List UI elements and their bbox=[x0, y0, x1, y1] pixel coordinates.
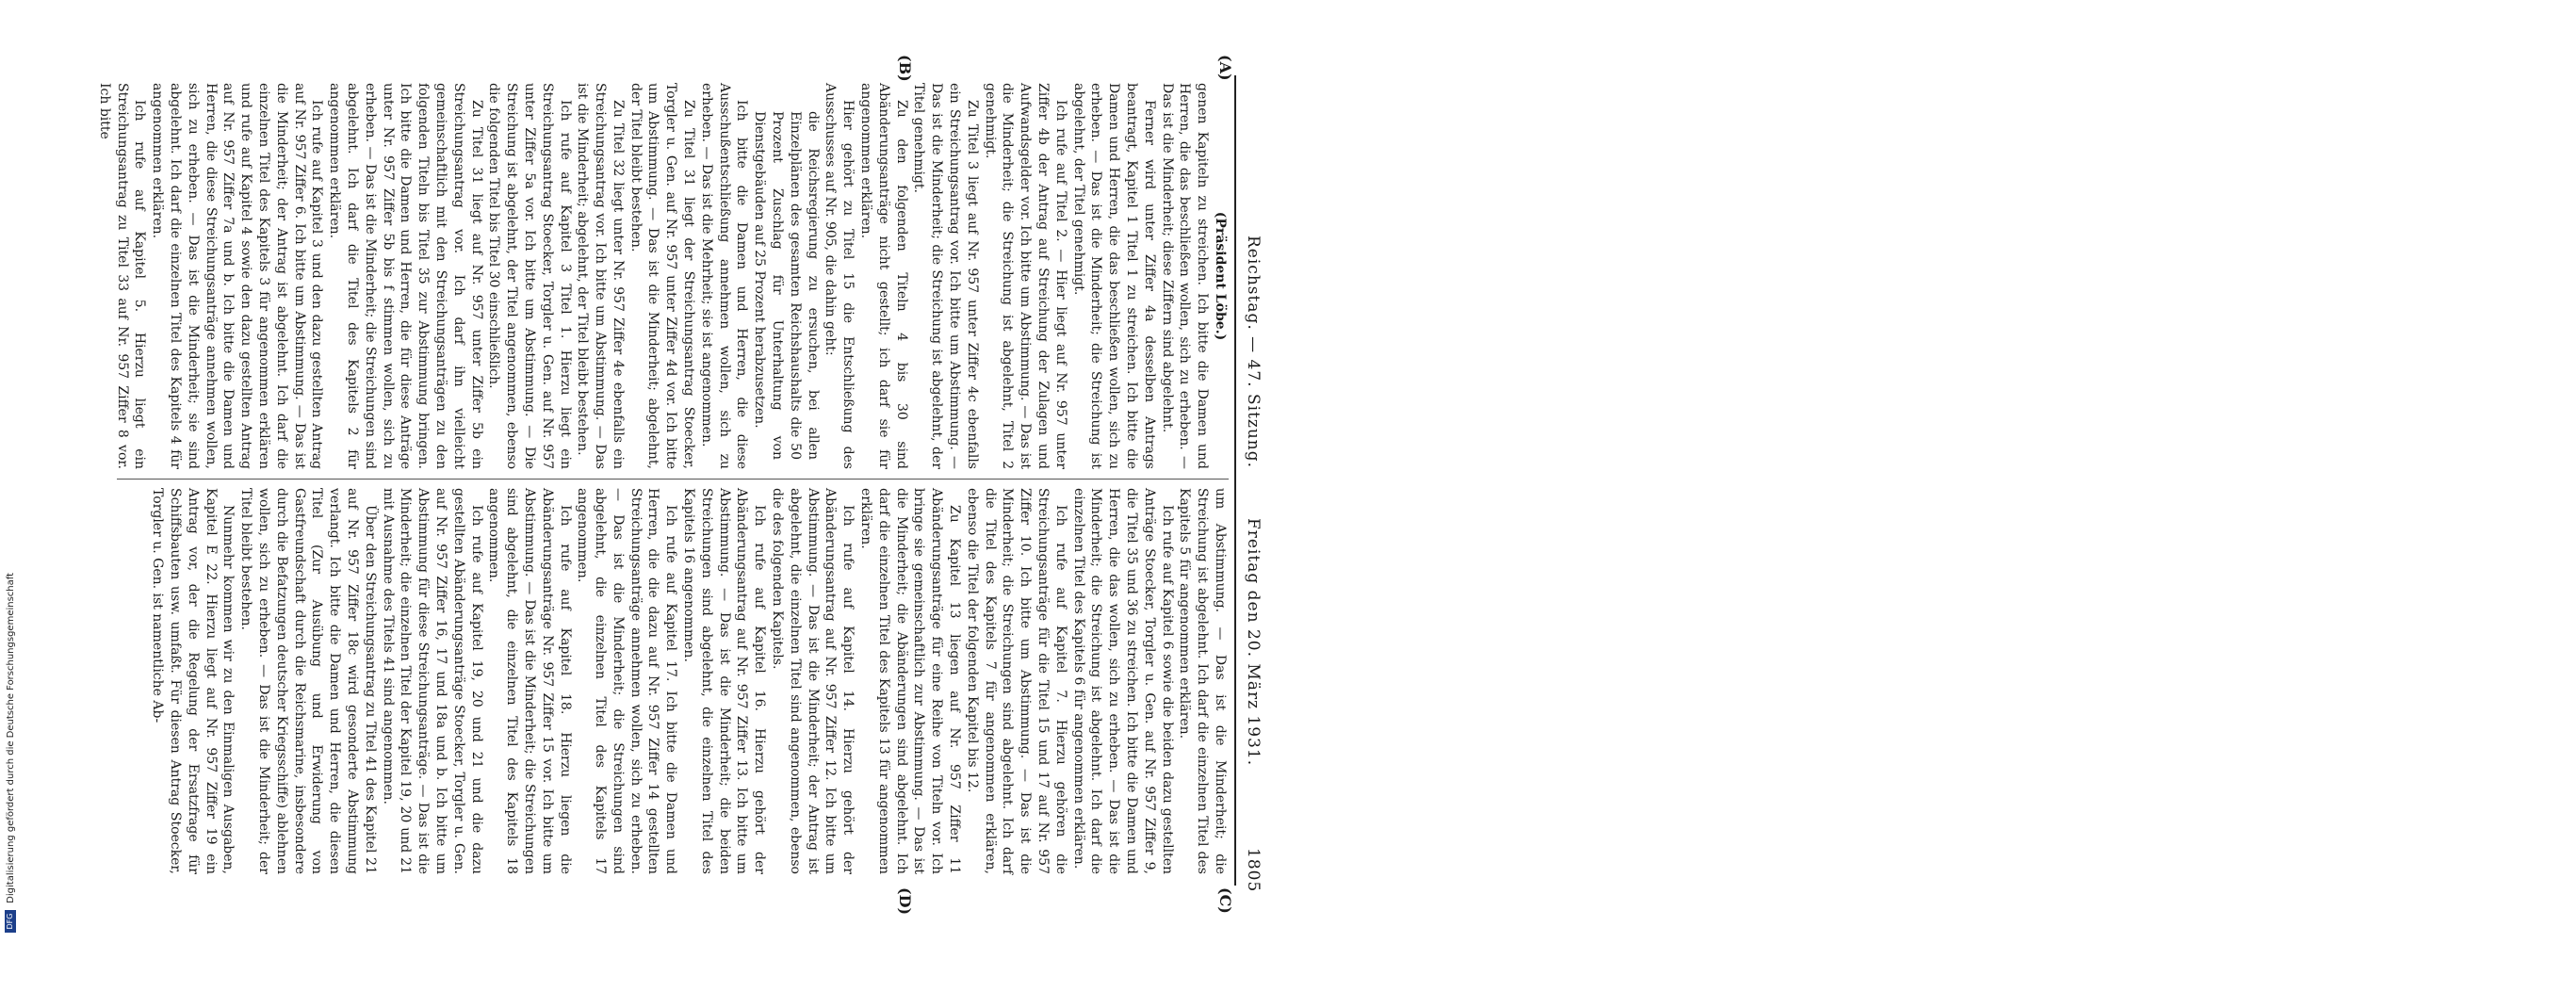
paragraph: Ich rufe auf Kapitel 6 sowie die beiden dazu gestellten Anträge Stoecker, Torgler u. Gen. auf Nr. 957 Ziffer 9, die Titel 35 und 36 zu streichen. Ich bitte die Damen und Herren, die das wollen, sich zu erheben. — Das ist die Minderheit; die Streichung ist abgelehnt. Ich darf die einzelnen Titel des Kapitels 6 für angenommen erklären. bbox=[1070, 488, 1175, 874]
paragraph: Nunmehr kommen wir zu den Einmaligen Ausgaben, Kapitel E 22. Hierzu liegt auf Nr. 957 Ziffer 19 ein Antrag vor, der die Regelung der Ersatzfrage für Schiffsbauten usw. umfaßt. Für diesen Antrag Stoecker, Torgler u. Gen. ist namentliche Ab- bbox=[150, 488, 236, 874]
paragraph: Ich rufe auf Kapitel 3 Titel 1. Hierzu liegt ein Streichungsantrag Stoecker, Torgler u. Gen. auf Nr. 957 unter Ziffer 5a vor. Ich bitte um Abstimmung. — Die Streichung ist abgelehnt, der Titel angenommen, ebenso die folgenden Titel bis Titel 30 einschließlich. bbox=[486, 83, 573, 469]
paragraph: Ich rufe auf Kapitel 3 und den dazu gestellten Antrag auf Nr. 957 Ziffer 6. Ich bitte um Abstimmung. — Das ist die Minderheit; der Antrag ist abgelehnt. Ich darf die einzelnen Titel des Kapitels 3 für angenommen erklären und rufe auf Kapitel 4 sowie den dazu gestellten Antrag auf Nr. 957 Ziffer 7a und b. Ich bitte die Damen und Herren, die diese Streichungsanträge annehmen wollen, sich zu erheben. — Das ist die Minderheit; sie sind abgelehnt. Ich darf die einzelnen Titel des Kapitels 4 für angenommen erklären. bbox=[150, 83, 325, 469]
paragraph: Ich rufe auf Kapitel 5. Hierzu liegt ein Streichungsantrag zu Titel 33 auf Nr. 957 Ziffer 8 vor. Ich bitte bbox=[96, 83, 148, 469]
header-rule bbox=[1234, 75, 1236, 886]
paragraph: Ich rufe auf Kapitel 16. Hierzu gehört der Abänderungsantrag auf Nr. 957 Ziffer 13. Ich bitte um Abstimmung. — Das ist die Minderheit; die beiden Streichungen sind abgelehnt, die einzelnen Titel des Kapitels 16 angenommen. bbox=[681, 488, 768, 874]
paragraph: Ich rufe auf Kapitel 14. Hierzu gehört der Abänderungsantrag auf Nr. 957 Ziffer 12. Ich bitte um Abstimmung. — Das ist die Minderheit; der Antrag ist abgelehnt, die einzelnen Titel sind angenommen, ebenso die des folgenden Kapitels. bbox=[770, 488, 856, 874]
credit-text: Digitalisierung gefördert durch die Deutsche Forschungsgemeinschaft bbox=[6, 572, 16, 903]
margin-mark-c: (C) bbox=[1216, 887, 1234, 914]
page-number: 1805 bbox=[1244, 848, 1263, 893]
paragraph: Ich rufe auf Kapitel 17. Ich bitte die Damen und Herren, die die dazu auf Nr. 957 Ziffer 14 gestellten Streichungsanträge annehmen wollen, sich zu erheben. — Das ist die Minderheit; die Streichungen sind abgelehnt, die einzelnen Titel des Kapitels 17 angenommen. bbox=[575, 488, 679, 874]
quoted-resolution: die Reichsregierung zu ersuchen, bei allen Einzelplänen des gesamten Reichshaushalts die 50 Prozent Zuschlag für Unterhaltung von Dienstgebäuden auf 25 Prozent herabzusetzen. bbox=[752, 111, 821, 460]
margin-mark-a: (A) bbox=[1216, 55, 1234, 81]
paragraph: Zu Titel 31 liegt der Streichungsantrag Stoecker, Torgler u. Gen. auf Nr. 957 unter Ziffer 4d vor. Ich bitte um Abstimmung. — Das ist die Minderheit; abgelehnt, der Titel bleibt bestehen. bbox=[628, 83, 697, 469]
paragraph: Zu Kapitel 13 liegen auf Nr. 957 Ziffer 11 Abänderungsanträge für eine Reihe von Titeln vor. Ich bringe sie gemeinschaftlich zur Abstimmung. — Das ist die Minderheit; die Abänderungen sind abgelehnt. Ich darf die einzelnen Titel des Kapitels 13 für angenommen erklären. bbox=[858, 488, 963, 874]
page-sheet bbox=[38, 55, 1263, 1008]
digitization-credit bbox=[2, 0, 21, 942]
dfg-logo-icon: DFG bbox=[5, 910, 16, 933]
page-header bbox=[1238, 75, 1263, 893]
paragraph: um Abstimmung. — Das ist die Minderheit; die Streichung ist abgelehnt. Ich darf die einzelnen Titel des Kapitels 5 für angenommen erklären. bbox=[1177, 488, 1228, 874]
paragraph: Ich bitte die Damen und Herren, die diese Ausschußentschließung annehmen wollen, sich zu erheben. — Das ist die Mehrheit; sie ist angenommen. bbox=[698, 83, 750, 469]
paragraph: Ich rufe auf Kapitel 7. Hierzu gehören die Streichungsanträge für die Titel 15 und 17 auf Nr. 957 Ziffer 10. Ich bitte um Abstimmung. — Das ist die Minderheit; die Streichungen sind abgelehnt. Ich darf die Titel des Kapitels 7 für angenommen erklären, ebenso die Titel der folgenden Kapitel bis 12. bbox=[964, 488, 1068, 874]
header-left: Reichstag. — 47. Sitzung. bbox=[1244, 236, 1263, 469]
paragraph: Ferner wird unter Ziffer 4a desselben Antrags beantragt, Kapitel 1 Titel 1 zu streichen. Ich bitte die Damen und Herren, die das beschließen wollen, sich zu erheben. — Das ist die Minderheit; die Streichung ist abgelehnt, der Titel genehmigt. bbox=[1070, 83, 1157, 469]
paragraph: Hier gehört zu Titel 15 die Entschließung des Ausschusses auf Nr. 905, die dahin geht: bbox=[823, 83, 856, 469]
paragraph: Ich rufe auf Kapitel 18. Hierzu liegen die Abänderungsanträge Nr. 957 Ziffer 15 vor. Ich bitte um Abstimmung. — Das ist die Minderheit; die Streichungen sind abgelehnt, die einzelnen Titel des Kapitels 18 angenommen. bbox=[486, 488, 573, 874]
margin-mark-b: (B) bbox=[896, 55, 914, 82]
paragraph: Ich rufe auf Kapitel 19, 20 und 21 und die dazu gestellten Abänderungsanträge Stoecker, Torgler u. Gen. auf Nr. 957 Ziffer 16, 17 und 18a und b. Ich bitte um Abstimmung für diese Streichungsanträge. — Das ist die Minderheit; die einzelnen Titel der Kapitel 19, 20 und 21 mit Ausnahme des Titels 41 sind angenommen. bbox=[380, 488, 484, 874]
column-divider bbox=[117, 479, 1229, 480]
paragraph: genen Kapiteln zu streichen. Ich bitte die Damen und Herren, die das beschließen wollen, sich zu erheben. — Das ist die Minderheit; diese Ziffern sind abgelehnt. bbox=[1159, 83, 1211, 469]
header-right: Freitag den 20. März 1931. bbox=[1244, 518, 1263, 767]
paragraph: Ich rufe auf Titel 2. — Hier liegt auf Nr. 957 unter Ziffer 4b der Antrag auf Streichung der Zulagen und Aufwandsgelder vor. Ich bitte um Abstimmung. — Das ist die Minderheit; die Streichung ist abgelehnt, Titel 2 genehmigt. bbox=[982, 83, 1068, 469]
paragraph: Zu Titel 32 liegt unter Nr. 957 Ziffer 4e ebenfalls ein Streichungsantrag vor. Ich bitte um Abstimmung. — Das ist die Minderheit; abgelehnt, der Titel bleibt bestehen. bbox=[575, 83, 626, 469]
paragraph: Über den Streichungsantrag zu Titel 41 des Kapitel 21 auf Nr. 957 Ziffer 18c wird gesonderte Abstimmung verlangt. Ich bitte die Damen und Herren, die diesen Titel (Zur Ausübung und Erwiderung von Gastfreundschaft durch die Reichsmarine, insbesondere durch die Befatzungen deutscher Kriegsschiffe) ablehnen wollen, sich zu erheben. — Das ist die Minderheit; der Titel bleibt bestehen. bbox=[238, 488, 378, 874]
paragraph: Zu Titel 3 liegt auf Nr. 957 unter Ziffer 4c ebenfalls ein Streichungsantrag vor. Ich bitte um Abstimmung. — Das ist die Minderheit; die Streichung ist abgelehnt, der Titel genehmigt. bbox=[911, 83, 980, 469]
speaker-label: (Präsident Löbe.) bbox=[1213, 211, 1228, 341]
paragraph: Zu den folgenden Titeln 4 bis 30 sind Abänderungsanträge nicht gestellt; ich darf sie für angenommen erklären. bbox=[858, 83, 909, 469]
margin-mark-d: (D) bbox=[896, 887, 914, 916]
paragraph: Zu Titel 31 liegt auf Nr. 957 unter Ziffer 5b ein Streichungsantrag vor. Ich darf ihn vielleicht gemeinschaftlich mit den Streichungsanträgen zu den folgenden Titeln bis Titel 35 zur Abstimmung bringen. Ich bitte die Damen und Herren, die für diese Anträge unter Nr. 957 Ziffer 5b bis f stimmen wollen, sich zu erheben. — Das ist die Minderheit; die Streichungen sind abgelehnt. Ich darf die Titel des Kapitels 2 für angenommen erklären. bbox=[327, 83, 484, 469]
column-right bbox=[117, 488, 1229, 874]
column-left bbox=[96, 83, 1229, 469]
document-page bbox=[1225, 0, 2576, 757]
